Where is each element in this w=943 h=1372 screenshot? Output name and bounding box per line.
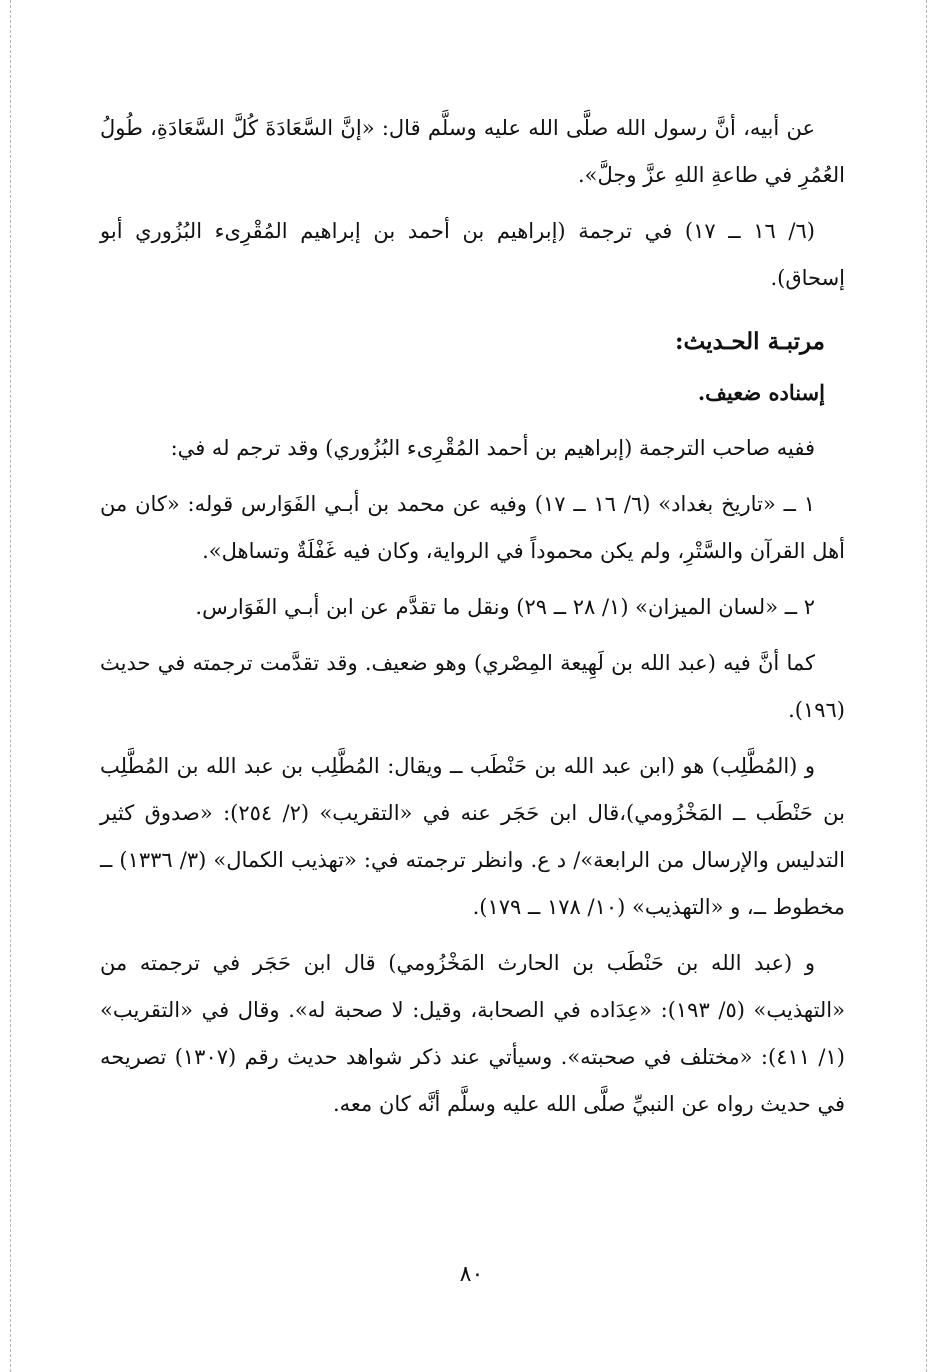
muttalib-paragraph: و (المُطَّلِب) هو (ابن عبد الله بن حَنْطَب ــ ويقال: المُطَّلِب بن عبد الله بن المُطَّلِب بن حَنْطَب ــ المَخْزُومي)،قال ابن حَجَر عنه في «التقريب» (٢/ ٢٥٤): «صدوق كثير التدليس والإرسال من الرابعة»/ د ع. وانظر ترجمته في: «تهذيب الكمال» (٣/ ١٣٣٦) ــ مخطوط ــ، و «التهذيب» (١٠/ ١٧٨ ــ ١٧٩).: [100, 754, 845, 919]
abdullah-hantab-paragraph: و (عبد الله بن حَنْطَب بن الحارث المَخْزُومي) قال ابن حَجَر في ترجمته من «التهذيب» (٥/ ١٩٣): «عِدَاده في الصحابة، وقيل: لا صحبة له». وقال في «التقريب» (١/ ٤١١): «مختلف في صحبته». وسيأتي عند ذكر شواهد حديث رقم (١٣٠٧) تصريحه في حديث رواه عن النبيِّ صلَّى الله عليه وسلَّم أنَّه كان معه.: [100, 951, 845, 1116]
left-margin-guide: [10, 0, 11, 1372]
narrator-weakness-paragraph: كما أنَّ فيه (عبد الله بن لَهِيعة المِصْري) وهو ضعيف. وقد تقدَّمت ترجمته في حديث (١٩٦).: [100, 651, 845, 722]
page-number: ٨٠: [459, 1262, 484, 1287]
source-reference-paragraph: (٦/ ١٦ ــ ١٧) في ترجمة (إبراهيم بن أحمد بن إبراهيم المُقْرِىء البُزُوري أبو إسحاق).: [100, 219, 845, 290]
narrator-intro-paragraph: ففيه صاحب الترجمة (إبراهيم بن أحمد المُقْرِىء البُزُوري) وقد ترجم له في:: [170, 436, 815, 460]
list-item-tarikh-baghdad: ١ ــ «تاريخ بغداد» (٦/ ١٦ ــ ١٧) وفيه عن محمد بن أبـي الفَوَارس قوله: «كان من أهل القرآن والسَّتْرِ، ولم يكن محموداً في الرواية، وكان فيه غَفْلَةٌ وتساهل».: [100, 492, 845, 563]
section-heading: مرتبـة الحـديث:: [675, 328, 825, 355]
page-body: [100, 105, 845, 1137]
hadith-text-paragraph: عن أبيه، أنَّ رسول الله صلَّى الله عليه وسلَّم قال: «إنَّ السَّعَادَةَ كُلَّ السَّعَادَةِ، طُولُ العُمُرِ في طاعةِ اللهِ عزَّ وجلَّ».: [100, 116, 845, 187]
right-margin-guide: [926, 0, 927, 1372]
list-item-lisan-al-mizan: ٢ ــ «لسان الميزان» (١/ ٢٨ ــ ٢٩) ونقل ما تقدَّم عن ابن أبـي الفَوَارس.: [195, 595, 815, 619]
isnad-grade: إسناده ضعيف.: [697, 380, 825, 405]
